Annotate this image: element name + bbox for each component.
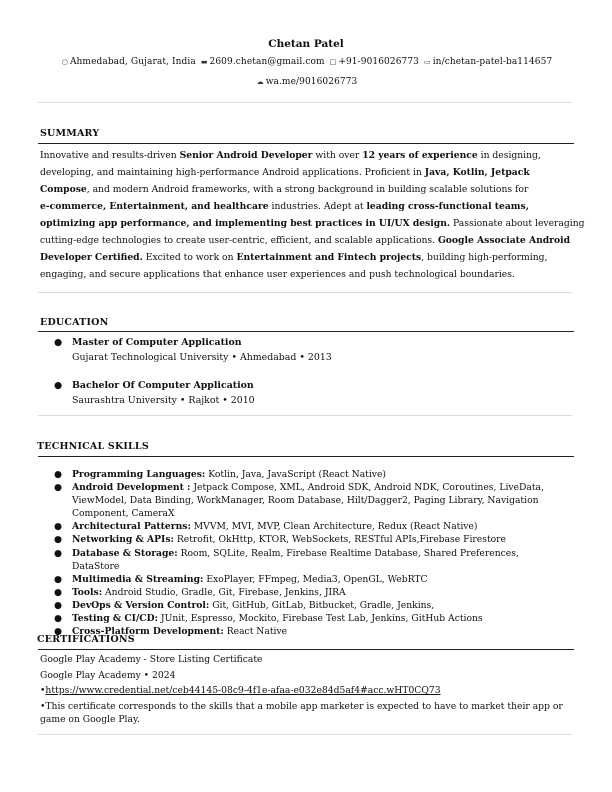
summary-bold-text: optimizing app performance, and implementing best practices in UI/UX design. — [40, 218, 451, 229]
degree-details: Saurashtra University • Rajkot • 2010 — [72, 395, 255, 406]
skill-values: Retrofit, OkHttp, KTOR, WebSockets, RESTful APIs,Firebase Firestore — [173, 534, 506, 546]
skill-category: Android Development : — [72, 482, 191, 494]
certifications-divider — [38, 734, 572, 735]
location-pin-icon: ○ — [61, 58, 68, 66]
bullet-icon: ● — [54, 547, 63, 559]
summary-line — [40, 249, 572, 266]
summary-text: industries. Adept at — [268, 201, 367, 212]
bullet-icon: ● — [54, 469, 63, 480]
summary-heading: SUMMARY — [40, 128, 100, 139]
summary-text: Passionate about leveraging — [450, 218, 585, 229]
education-heading: EDUCATION — [40, 317, 109, 328]
bullet-icon: ● — [54, 573, 63, 585]
skill-values: Jetpack Compose, XML, Android SDK, Android NDK, Coroutines, LiveData, ViewModel, Data Binding, WorkManager, Room Database, Hilt/Dagger2, Paging Library, Navigation Component, CameraX — [72, 482, 544, 520]
certifications-heading: CERTIFICATIONS — [37, 634, 135, 645]
skill-item — [54, 586, 569, 599]
contact-line-secondary — [0, 77, 612, 87]
skill-item — [54, 533, 569, 546]
summary-text: , and modern Android frameworks, with a strong background in building scalable solutions for — [86, 184, 529, 195]
summary-bold-text: leading cross-functional teams, — [366, 201, 529, 212]
summary-body — [40, 147, 585, 283]
degree-details: Gujarat Technological University • Ahmedabad • 2013 — [72, 352, 332, 363]
summary-bold-text: Entertainment and Fintech projects — [236, 252, 422, 263]
summary-line — [40, 164, 572, 181]
education-item — [54, 378, 554, 408]
skill-item — [54, 468, 569, 481]
skill-category: DevOps & Version Control: — [72, 599, 210, 611]
summary-bold-text: Developer Certified. — [40, 252, 143, 263]
summary-heading-rule — [38, 143, 574, 144]
skill-category: Programming Languages: — [72, 469, 206, 480]
summary-text: engaging, and secure applications that enhance user experiences and push technological boundaries. — [40, 269, 515, 280]
summary-text: in designing, — [477, 150, 541, 161]
skill-item — [54, 481, 569, 520]
summary-line — [40, 181, 572, 198]
summary-bold-text: Compose — [40, 184, 87, 195]
bullet-icon: ● — [54, 337, 63, 348]
bullet-icon: ● — [54, 613, 63, 625]
summary-line — [40, 232, 572, 249]
skill-item — [54, 599, 569, 612]
certificate-url-link[interactable]: https://www.credential.net/ceb44145-08c9-4f1e-afaa-e032e84d5af4#acc.wHT0CQ73 — [45, 685, 441, 696]
skill-category: Multimedia & Streaming: — [72, 573, 204, 585]
summary-text: with over — [312, 150, 363, 161]
phone-text[interactable]: +91-9016026773 — [338, 57, 420, 67]
location-text: Ahmedabad, Gujarat, India — [69, 57, 196, 67]
skill-category: Architectural Patterns: — [72, 521, 191, 533]
certificate-description-line: •This certificate corresponds to the skills that a mobile app marketer is expected to have to market their app or game on Google Play. — [40, 701, 563, 725]
skill-values: Room, SQLite, Realm, Firebase Realtime Database, Shared Preferences, DataStore — [72, 547, 519, 572]
summary-bold-text: 12 years of experience — [362, 150, 478, 161]
skill-values: ExoPlayer, FFmpeg, Media3, OpenGL, WebRTC — [203, 573, 428, 585]
bullet-icon: ● — [54, 626, 63, 638]
degree-title: Bachelor Of Computer Application — [72, 380, 254, 391]
skill-category: Database & Storage: — [72, 547, 178, 559]
summary-divider — [38, 292, 572, 293]
summary-text: Innovative and results-driven — [40, 150, 180, 161]
phone-icon: □ — [329, 58, 337, 66]
education-divider — [38, 415, 572, 416]
summary-line — [40, 147, 572, 164]
skills-heading: TECHNICAL SKILLS — [37, 441, 149, 452]
skill-values: Kotlin, Java, JavaScript (React Native) — [205, 469, 387, 480]
summary-bold-text: Java, Kotlin, Jetpack — [424, 167, 530, 178]
summary-text: Excited to work on — [142, 252, 237, 263]
bullet-icon: ● — [54, 380, 63, 391]
skills-heading-rule — [38, 456, 574, 457]
bullet-icon: ● — [54, 534, 63, 546]
bullet-icon: ● — [54, 482, 63, 494]
skill-category: Tools: — [72, 586, 103, 598]
candidate-name: Chetan Patel — [268, 38, 344, 50]
linkedin-link[interactable]: in/chetan-patel-ba114657 — [432, 57, 553, 67]
skill-item — [54, 612, 569, 625]
degree-title: Master of Computer Application — [72, 337, 242, 348]
skill-item — [54, 520, 569, 533]
whatsapp-link[interactable]: wa.me/9016026773 — [265, 77, 358, 87]
summary-text: developing, and maintaining high-performance Android applications. Proficient in — [40, 167, 425, 178]
skill-category: Testing & CI/CD: — [72, 613, 158, 625]
certificate-url-line: •https://www.credential.net/ceb44145-08c9-4f1e-afaa-e032e84d5af4#acc.wHT0CQ73 — [40, 685, 441, 696]
education-heading-rule — [38, 331, 574, 332]
certificate-description: This certificate corresponds to the skills that a mobile app marketer is expected to have to market their app or game on Google Play. — [40, 701, 563, 725]
skill-item — [54, 573, 569, 586]
bullet-icon: ● — [54, 521, 63, 533]
certificate-issuer: Google Play Academy • 2024 — [40, 670, 176, 681]
summary-line — [40, 266, 572, 283]
certifications-heading-rule — [38, 649, 574, 650]
summary-line — [40, 198, 572, 215]
contact-line-primary — [0, 57, 612, 67]
skill-values: Git, GitHub, GitLab, Bitbucket, Gradle, Jenkins, — [209, 599, 435, 611]
skill-category: Cross-Platform Development: — [72, 626, 224, 638]
bullet-icon: ● — [54, 586, 63, 598]
summary-text: cutting-edge technologies to create user-centric, efficient, and scalable applications. — [40, 235, 438, 246]
bullet-icon: ● — [54, 599, 63, 611]
skill-values: Android Studio, Gradle, Git, Firebase, Jenkins, JIRA — [102, 586, 346, 598]
education-item — [54, 335, 554, 365]
summary-bold-text: e-commerce, Entertainment, and healthcare — [40, 201, 269, 212]
email-link[interactable]: 2609.chetan@gmail.com — [209, 57, 325, 67]
certificate-title: Google Play Academy - Store Listing Certificate — [40, 654, 263, 665]
summary-line — [40, 215, 585, 232]
whatsapp-icon: ☁ — [256, 78, 264, 86]
skill-values: MVVM, MVI, MVP, Clean Architecture, Redux (React Native) — [190, 521, 478, 533]
skill-values: React Native — [223, 626, 288, 638]
summary-bold-text: Google Associate Android — [437, 235, 571, 246]
skills-list — [54, 468, 569, 638]
summary-text: , building high-performing, — [421, 252, 548, 263]
linkedin-icon: ▭ — [423, 58, 431, 66]
email-icon: ▬ — [200, 58, 208, 66]
skill-values: JUnit, Espresso, Mockito, Firebase Test Lab, Jenkins, GitHub Actions — [157, 613, 483, 625]
skill-item — [54, 547, 569, 573]
summary-bold-text: Senior Android Developer — [179, 150, 313, 161]
header-divider — [38, 102, 572, 103]
skill-category: Networking & APIs: — [72, 534, 174, 546]
